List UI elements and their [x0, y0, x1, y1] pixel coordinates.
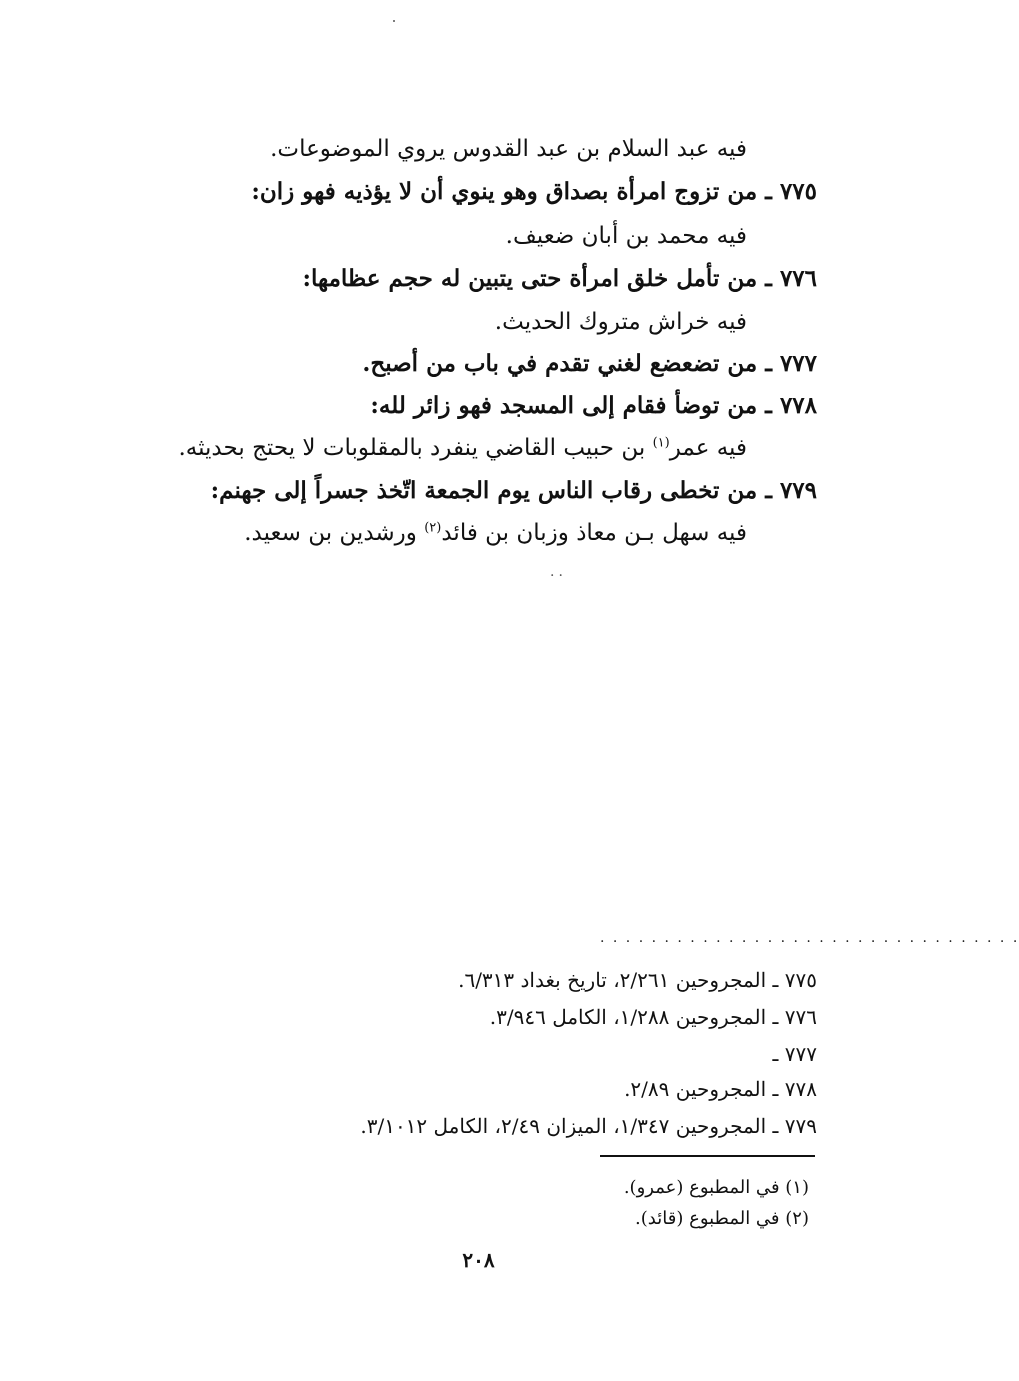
footnote-rule [600, 1155, 815, 1157]
entry-779-body-end: ورشدين بن سعيد. [244, 520, 425, 546]
reference-776: ٧٧٦ ـ المجروحين ١/٢٨٨، الكامل ٣/٩٤٦. [489, 1005, 817, 1029]
footnote-1: (١) في المطبوع (عمرو). [623, 1177, 809, 1198]
entry-778-body [178, 433, 747, 463]
entry-776-body: فيه خراش متروك الحديث. [494, 309, 747, 335]
reference-775: ٧٧٥ ـ المجروحين ٢/٢٦١، تاريخ بغداد ٦/٣١٣. [458, 968, 817, 992]
entry-778-body-start: فيه عمر [669, 435, 747, 461]
entry-778-body-end: بن حبيب القاضي ينفرد بالمقلوبات لا يحتج بحديثه. [178, 435, 653, 461]
entry-779-heading: ٧٧٩ ـ من تخطى رقاب الناس يوم الجمعة اتّخذ جسراً إلى جهنم: [210, 477, 817, 504]
page-number: ٢٠٨ [462, 1248, 495, 1272]
entry-775-body: فيه محمد بن أبان ضعيف. [505, 223, 747, 249]
reference-779: ٧٧٩ ـ المجروحين ١/٣٤٧، الميزان ٢/٤٩، الكامل ٣/١٠١٢. [360, 1114, 817, 1138]
footnote-marker-1: (١) [652, 435, 670, 451]
footnote-marker-2: (٢) [424, 520, 442, 536]
entry-775-heading: ٧٧٥ ـ من تزوج امرأة بصداق وهو ينوي أن لا يؤذيه فهو زان: [251, 178, 817, 205]
entry-779-body [244, 518, 747, 548]
entry-778-heading: ٧٧٨ ـ من توضأ فقام إلى المسجد فهو زائر لله: [370, 392, 817, 419]
decorative-dots: ·· [550, 568, 567, 584]
reference-777: ٧٧٧ ـ [772, 1042, 817, 1066]
entry-777-heading: ٧٧٧ ـ من تضعضع لغني تقدم في باب من أصبح. [362, 350, 817, 377]
text-line-intro: فيه عبد السلام بن عبد القدوس يروي الموضوعات. [270, 136, 747, 162]
footnote-2: (٢) في المطبوع (قائد). [635, 1208, 809, 1229]
entry-779-body-start: فيه سهل بـن معاذ وزبان بن فائد [441, 520, 747, 546]
reference-778: ٧٧٨ ـ المجروحين ٢/٨٩. [624, 1077, 817, 1101]
dotted-separator: . . . . . . . . . . . . . . . . . . . . . . . . . . . . . . . . . [600, 930, 1019, 946]
scan-speck [393, 20, 395, 22]
entry-776-heading: ٧٧٦ ـ من تأمل خلق امرأة حتى يتبين له حجم عظامها: [302, 265, 817, 292]
